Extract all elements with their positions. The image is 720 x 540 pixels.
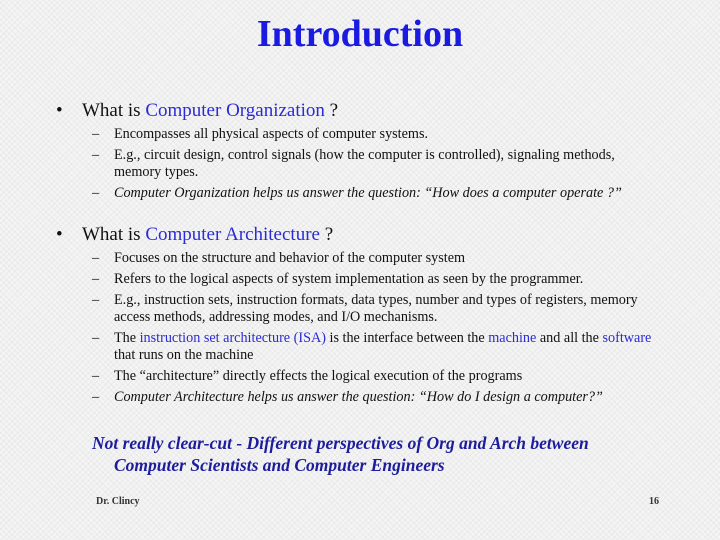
closing-line-2: Computer Scientists and Computer Engineers — [114, 455, 445, 475]
list-item — [92, 330, 662, 364]
term-software: software — [602, 330, 652, 346]
architecture-subpoints — [92, 250, 662, 410]
list-item — [92, 250, 662, 267]
dash-icon: – — [92, 271, 100, 287]
list-item-text: The “architecture” directly effects the logical execution of the programs — [114, 368, 523, 384]
closing-note — [92, 432, 692, 476]
footer-author: Dr. Clincy — [96, 496, 140, 507]
organization-subpoints — [92, 126, 662, 206]
term-computer-architecture: Computer Architecture — [145, 224, 320, 245]
dash-icon: – — [92, 147, 100, 163]
question-suffix: ? — [324, 100, 339, 121]
list-item-text: Focuses on the structure and behavior of the computer system — [114, 250, 466, 266]
list-item — [92, 368, 662, 385]
bullet-question — [82, 100, 338, 122]
dash-icon: – — [92, 368, 100, 384]
list-item-text: E.g., circuit design, control signals (how the computer is controlled), signaling methods, memory types. — [114, 147, 615, 180]
bullet-icon: • — [56, 100, 63, 121]
term-isa: instruction set architecture (ISA) — [139, 330, 326, 346]
list-item — [92, 147, 662, 181]
list-item-text: E.g., instruction sets, instruction formats, data types, number and types of registers, memory access methods, addressing modes, and I/O mechanisms. — [114, 292, 638, 325]
term-machine: machine — [488, 330, 537, 346]
dash-icon: – — [92, 330, 100, 346]
list-item-text: The instruction set architecture (ISA) is the interface between the machine and all the software that runs on the machine — [114, 330, 652, 363]
question-prefix: What is — [82, 224, 146, 245]
bullet-icon: • — [56, 224, 63, 245]
list-item — [92, 271, 662, 288]
list-item — [92, 185, 662, 202]
question-suffix: ? — [319, 224, 334, 245]
list-item-text: Refers to the logical aspects of system implementation as seen by the programmer. — [114, 271, 584, 287]
footer-page-number: 16 — [649, 496, 659, 507]
question-prefix: What is — [82, 100, 146, 121]
list-item-text: Computer Architecture helps us answer the question: “How do I design a computer?” — [114, 389, 603, 405]
dash-icon: – — [92, 185, 100, 201]
dash-icon: – — [92, 292, 100, 308]
slide-title: Introduction — [256, 13, 464, 55]
dash-icon: – — [92, 250, 100, 266]
bullet-question — [82, 224, 333, 246]
dash-icon: – — [92, 126, 100, 142]
list-item — [92, 389, 662, 406]
list-item — [92, 126, 662, 143]
dash-icon: – — [92, 389, 100, 405]
list-item-text: Encompasses all physical aspects of computer systems. — [114, 126, 429, 142]
list-item — [92, 292, 662, 326]
term-computer-organization: Computer Organization — [145, 100, 325, 121]
closing-line-1: Not really clear-cut - Different perspectives of Org and Arch between — [92, 433, 589, 453]
list-item-text: Computer Organization helps us answer the question: “How does a computer operate ?” — [114, 185, 622, 201]
